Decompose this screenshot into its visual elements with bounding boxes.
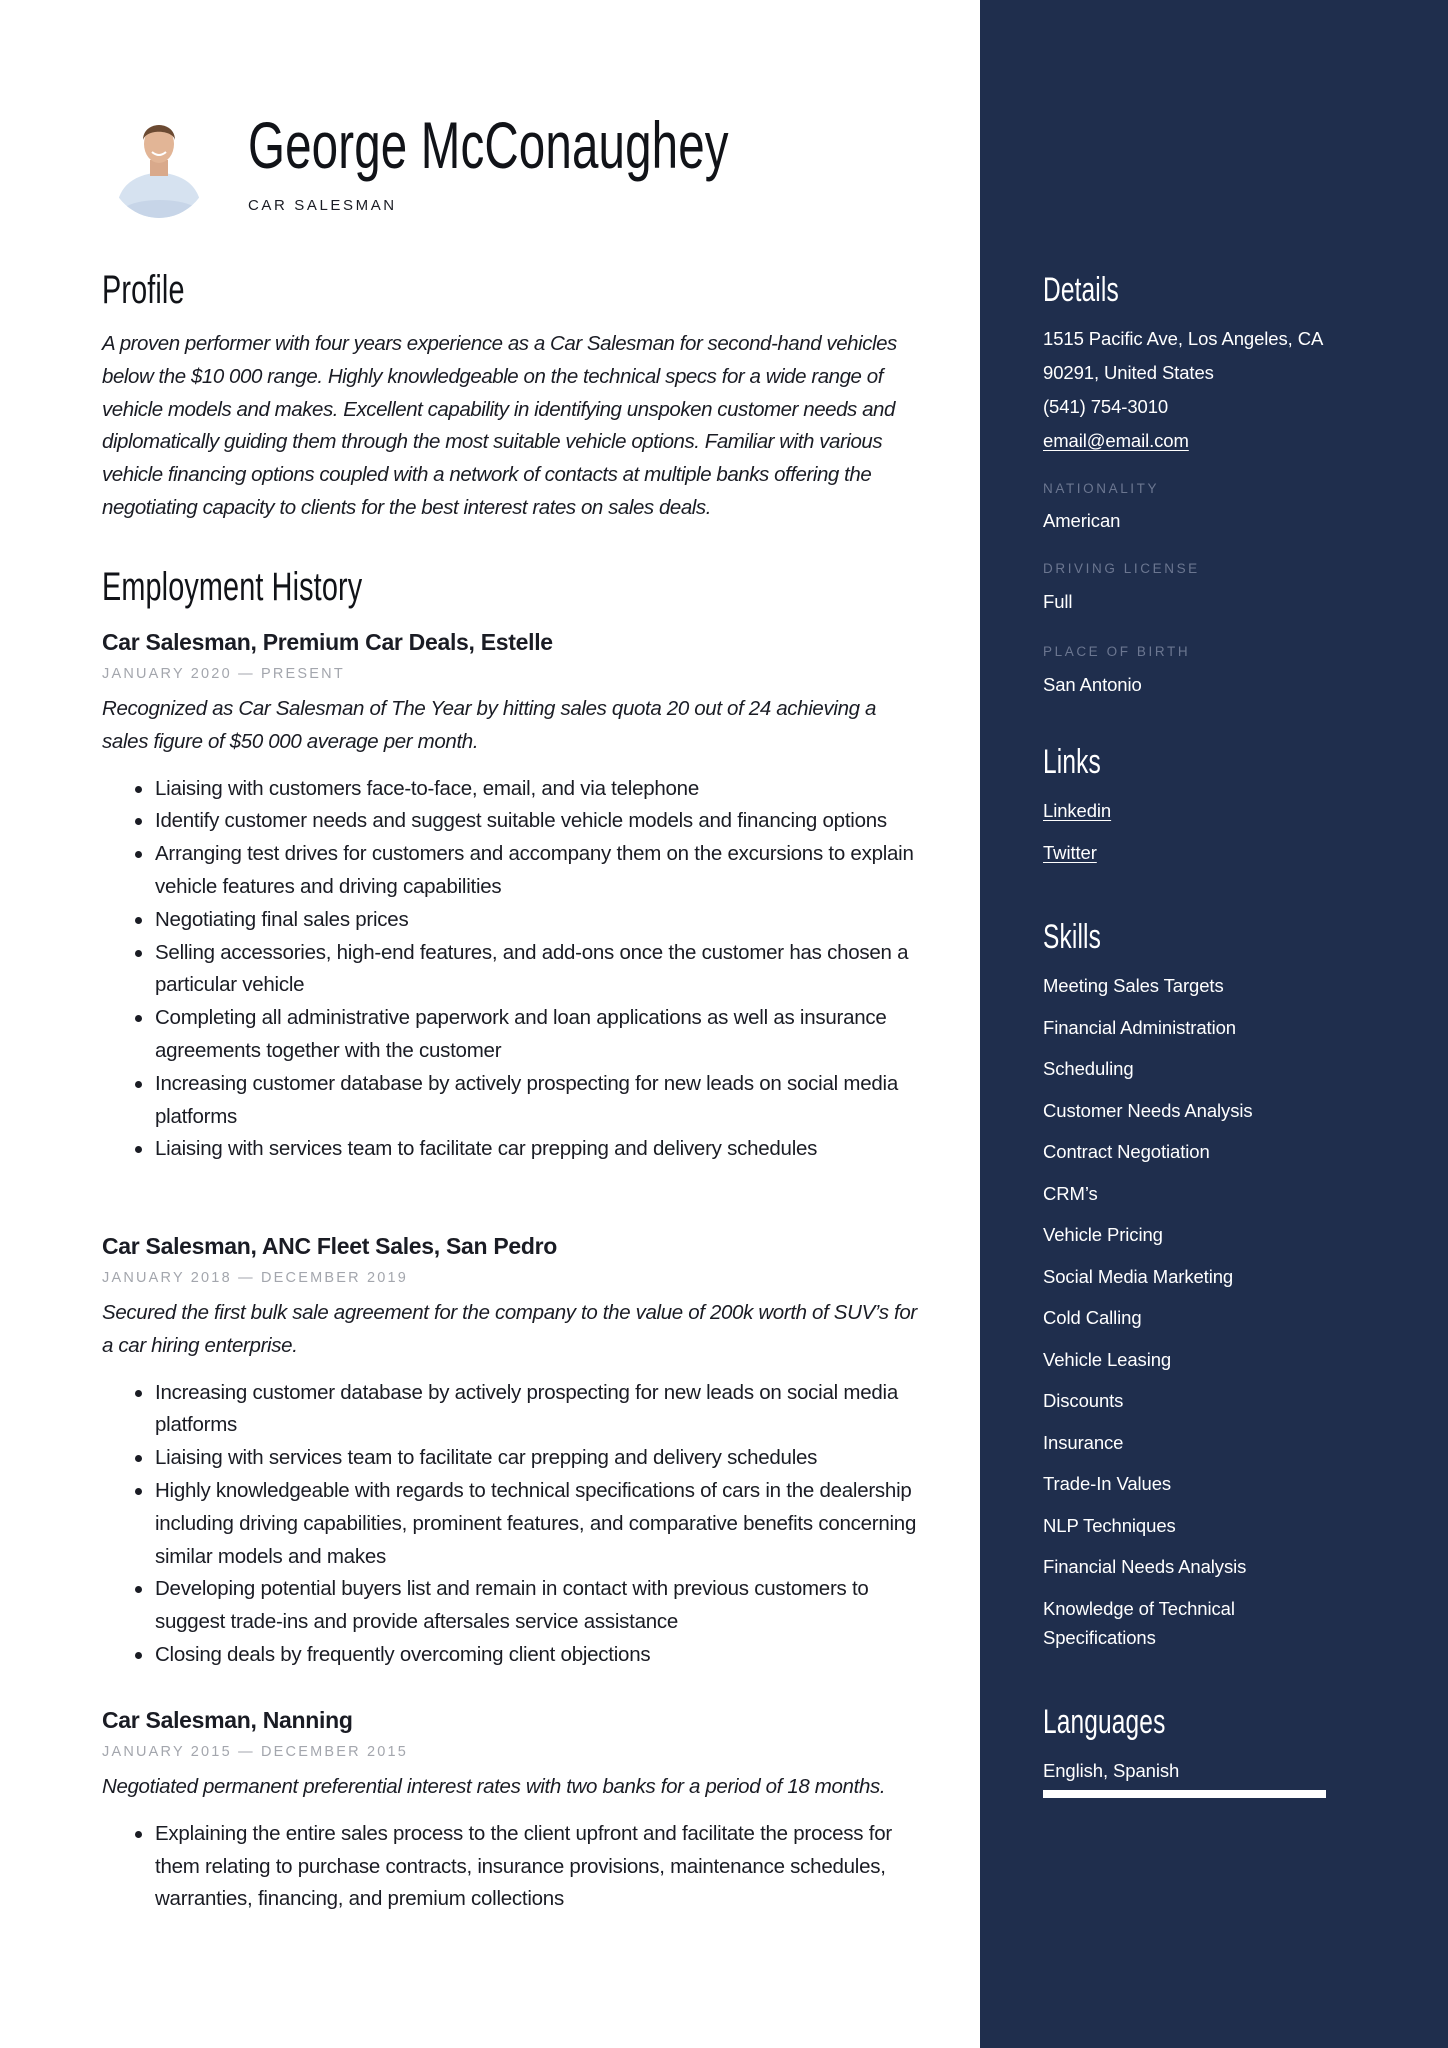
list-item <box>102 1818 922 1916</box>
list-item-text: Increasing customer database by actively prospecting for new leads on social media platforms <box>155 1380 898 1437</box>
skill-item: Trade-In Values <box>1043 1473 1172 1494</box>
place-of-birth-value: San Antonio <box>1043 674 1142 695</box>
job-heading: Car Salesman, Premium Car Deals, Estelle <box>102 629 553 655</box>
list-item <box>102 1573 922 1639</box>
bullet-icon <box>135 950 142 957</box>
job-summary: Recognized as Car Salesman of The Year by hitting sales quota 20 out of 24 achieving a sales figure of $50 000 average per month. <box>102 697 877 753</box>
list-item-text: Liaising with customers face-to-face, email, and via telephone <box>155 776 699 800</box>
language-level-bar <box>1043 1790 1326 1798</box>
driving-license-label: DRIVING LICENSE <box>1043 561 1200 576</box>
bullet-icon <box>135 917 142 924</box>
skill-item: Vehicle Leasing <box>1043 1349 1172 1370</box>
job-dates: JANUARY 2018 — DECEMBER 2019 <box>102 1270 409 1286</box>
bullet-icon <box>135 1831 142 1838</box>
resume-sidebar <box>980 0 1448 2048</box>
skill-item: Insurance <box>1043 1432 1124 1453</box>
languages-value: English, Spanish <box>1043 1760 1180 1781</box>
list-item-text: Explaining the entire sales process to the client upfront and facilitate the process for them relating to purchase contracts, insurance provisions, maintenance schedules, warranties, financing, and premium collections <box>155 1821 892 1911</box>
job-heading: Car Salesman, Nanning <box>102 1707 353 1733</box>
job-bullet-list <box>102 1377 922 1672</box>
list-item <box>102 1377 922 1443</box>
skill-item: Contract Negotiation <box>1043 1141 1210 1162</box>
links-heading-text: Links <box>1043 743 1101 781</box>
skill-item: Knowledge of Technical <box>1043 1598 1235 1619</box>
list-item <box>102 1133 922 1166</box>
bullet-icon <box>135 818 142 825</box>
skill-item: Customer Needs Analysis <box>1043 1100 1253 1121</box>
bullet-icon <box>135 1390 142 1397</box>
candidate-name-text: George McConaughey <box>248 108 729 182</box>
list-item-text: Developing potential buyers list and remain in contact with previous customers to suggest trade-ins and provide aftersales service assistance <box>155 1577 869 1634</box>
list-item <box>102 805 922 838</box>
list-item <box>102 773 922 806</box>
list-item <box>102 937 922 1003</box>
employment-history-heading-text: Employment History <box>102 565 363 609</box>
job-entry <box>102 1705 922 1916</box>
job-entry <box>102 1231 922 1672</box>
place-of-birth-label: PLACE OF BIRTH <box>1043 644 1191 659</box>
job-summary: Negotiated permanent preferential interest rates with two banks for a period of 18 months. <box>102 1775 886 1798</box>
list-item-text: Completing all administrative paperwork and loan applications as well as insurance agreements together with the customer <box>155 1006 887 1062</box>
bullet-icon <box>135 851 142 858</box>
list-item <box>102 838 922 904</box>
employment-history-heading <box>102 567 463 607</box>
nationality-label: NATIONALITY <box>1043 481 1160 496</box>
bullet-icon <box>135 1586 142 1593</box>
job-entry <box>102 627 922 1166</box>
skill-item-continuation: Specifications <box>1043 1627 1156 1648</box>
twitter-link[interactable]: Twitter <box>1043 842 1097 863</box>
avatar <box>107 106 211 218</box>
job-dates: JANUARY 2020 — PRESENT <box>102 666 345 682</box>
list-item <box>102 1442 922 1475</box>
list-item-text: Highly knowledgeable with regards to technical specifications of cars in the dealership including driving capabilities, prominent features, and comparative benefits concerning similar models and makes <box>155 1478 917 1568</box>
skill-item: Cold Calling <box>1043 1307 1142 1328</box>
bullet-icon <box>135 1652 142 1659</box>
bullet-icon <box>135 1146 142 1153</box>
list-item-text: Liaising with services team to facilitate car prepping and delivery schedules <box>155 1137 818 1161</box>
list-item <box>102 1639 922 1672</box>
skills-heading-text: Skills <box>1043 918 1101 956</box>
languages-heading-text: Languages <box>1043 1703 1166 1741</box>
list-item-text: Arranging test drives for customers and accompany them on the excursions to explain vehicle features and driving capabilities <box>155 842 914 898</box>
address-line-1: 1515 Pacific Ave, Los Angeles, CA <box>1043 328 1324 349</box>
languages-heading <box>1043 1705 1213 1739</box>
bullet-icon <box>135 1488 142 1495</box>
job-heading: Car Salesman, ANC Fleet Sales, San Pedro <box>102 1233 557 1259</box>
bullet-icon <box>135 786 142 793</box>
skills-heading <box>1043 920 1124 954</box>
skill-item: Financial Needs Analysis <box>1043 1556 1247 1577</box>
list-item-text: Negotiating final sales prices <box>155 907 409 931</box>
list-item <box>102 1002 922 1068</box>
candidate-name <box>248 108 916 182</box>
bullet-icon <box>135 1081 142 1088</box>
skill-item: Scheduling <box>1043 1058 1134 1079</box>
nationality-value: American <box>1043 510 1121 531</box>
list-item <box>102 904 922 937</box>
bullet-icon <box>135 1015 142 1022</box>
email-link[interactable]: email@email.com <box>1043 430 1189 451</box>
list-item <box>102 1475 922 1573</box>
profile-summary: A proven performer with four years experience as a Car Salesman for second-hand vehicles below the $10 000 range. Highly knowledgeable on the technical specs for a wide range of vehicle models and makes. Excellent capability in identifying unspoken customer needs and diplomatically guiding them through the most suitable vehicle options. Familiar with various vehicle financing options coupled with a network of contacts at multiple banks offering the negotiating capacity to clients for the best interest rates on sales deals. <box>102 332 897 519</box>
details-heading <box>1043 273 1148 307</box>
job-bullet-list <box>102 1818 922 1916</box>
candidate-job-title: CAR SALESMAN <box>248 197 397 214</box>
address-line-2: 90291, United States <box>1043 362 1214 383</box>
list-item-text: Selling accessories, high-end features, and add-ons once the customer has chosen a particular vehicle <box>155 940 909 997</box>
list-item <box>102 1068 922 1134</box>
profile-heading <box>102 270 217 310</box>
linkedin-link[interactable]: Linkedin <box>1043 800 1112 821</box>
list-item-text: Identify customer needs and suggest suitable vehicle models and financing options <box>155 809 887 833</box>
profile-heading-text: Profile <box>102 268 185 312</box>
list-item-text: Closing deals by frequently overcoming client objections <box>155 1642 651 1666</box>
job-summary: Secured the first bulk sale agreement for the company to the value of 200k worth of SUV’s for a car hiring enterprise. <box>102 1301 917 1357</box>
skill-item: Financial Administration <box>1043 1017 1236 1038</box>
links-heading <box>1043 745 1123 779</box>
details-heading-text: Details <box>1043 271 1119 309</box>
driving-license-value: Full <box>1043 591 1073 612</box>
phone-number: (541) 754-3010 <box>1043 396 1169 417</box>
job-bullet-list <box>102 773 922 1167</box>
list-item-text: Liaising with services team to facilitate car prepping and delivery schedules <box>155 1446 818 1470</box>
skill-item: NLP Techniques <box>1043 1515 1176 1536</box>
job-dates: JANUARY 2015 — DECEMBER 2015 <box>102 1744 409 1760</box>
bullet-icon <box>135 1455 142 1462</box>
skill-item: Discounts <box>1043 1390 1124 1411</box>
skill-item: CRM’s <box>1043 1183 1098 1204</box>
skill-item: Social Media Marketing <box>1043 1266 1234 1287</box>
skill-item: Meeting Sales Targets <box>1043 975 1224 996</box>
list-item-text: Increasing customer database by actively prospecting for new leads on social media platforms <box>155 1071 898 1128</box>
skill-item: Vehicle Pricing <box>1043 1224 1163 1245</box>
person-photo-icon <box>107 106 211 218</box>
